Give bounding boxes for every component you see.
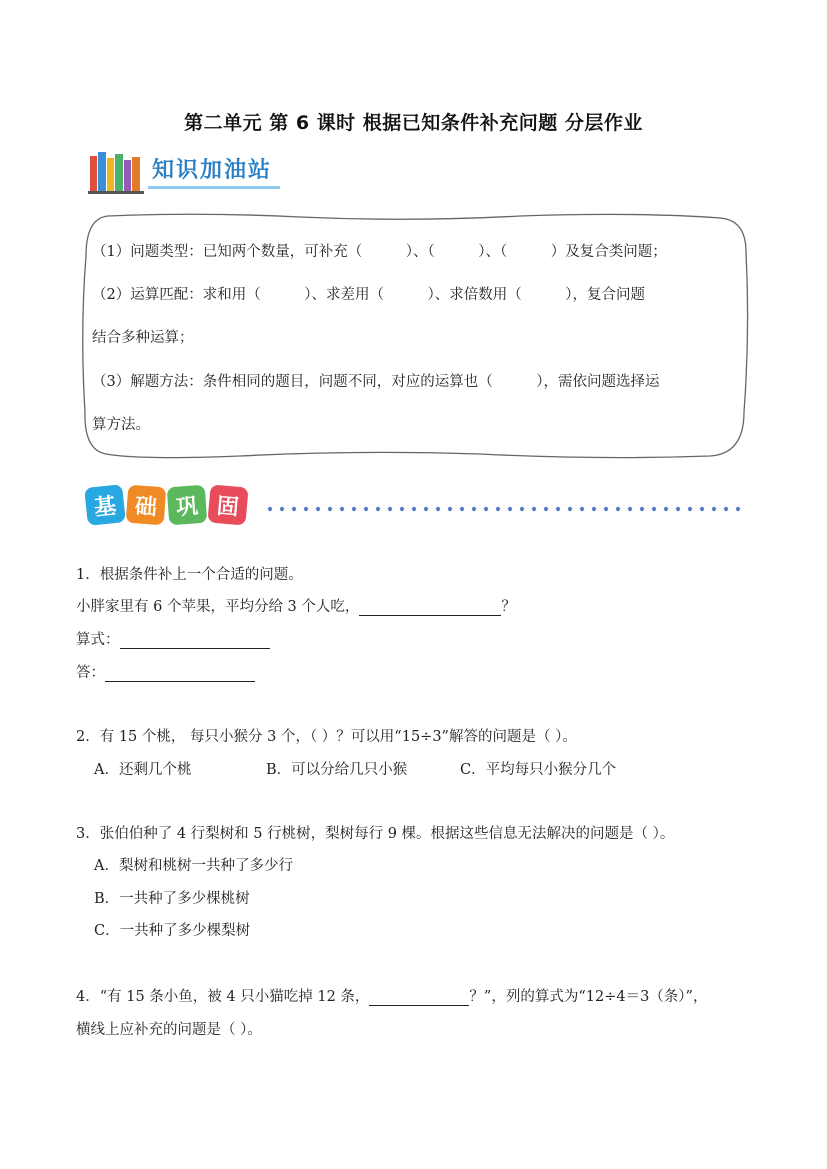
q1-line2: 小胖家里有 6 个苹果，平均分给 3 个人吃， ？ xyxy=(76,599,516,615)
divider-dot xyxy=(304,507,308,511)
divider-dot xyxy=(508,507,512,511)
divider-dot xyxy=(388,507,392,511)
divider-dot xyxy=(736,507,740,511)
knowledge-line-3: 结合多种运算； xyxy=(92,330,194,346)
q1-formula: 算式： xyxy=(76,628,270,649)
divider-dot xyxy=(400,507,404,511)
divider-dot xyxy=(436,507,440,511)
divider-dot xyxy=(580,507,584,511)
q2-option-c[interactable]: C．平均每只小猴分几个 xyxy=(460,762,617,778)
divider-dot xyxy=(268,507,272,511)
divider-dot xyxy=(424,507,428,511)
knowledge-line-2: （2）运算匹配：求和用（ ）、求差用（ ）、求倍数用（ ），复合问题 xyxy=(92,287,645,303)
divider-dot xyxy=(664,507,668,511)
divider-dot xyxy=(616,507,620,511)
divider-dot xyxy=(448,507,452,511)
divider-dot xyxy=(640,507,644,511)
books-icon xyxy=(88,148,144,194)
basic-tile-2: 础 xyxy=(126,485,167,526)
q2-stem: 2．有 15 个桃， 每只小猴分 3 个，（ ）？可以用“15÷3”解答的问题是（ ）。 xyxy=(76,729,577,745)
dotted-divider xyxy=(266,504,746,514)
divider-dot xyxy=(652,507,656,511)
knowledge-line-5: 算方法。 xyxy=(92,417,150,433)
divider-dot xyxy=(592,507,596,511)
divider-dot xyxy=(328,507,332,511)
divider-dot xyxy=(376,507,380,511)
divider-dot xyxy=(340,507,344,511)
divider-dot xyxy=(316,507,320,511)
q1-answer-blank[interactable] xyxy=(105,665,255,682)
divider-dot xyxy=(496,507,500,511)
q2-option-a[interactable]: A．还剩几个桃 xyxy=(94,762,192,778)
divider-dot xyxy=(724,507,728,511)
basic-tile-3: 巩 xyxy=(167,485,208,526)
divider-dot xyxy=(364,507,368,511)
divider-dot xyxy=(532,507,536,511)
page-title: 第二单元 第 6 课时 根据已知条件补充问题 分层作业 xyxy=(184,112,643,134)
knowledge-heading: 知识加油站 xyxy=(148,153,280,189)
q2-option-b[interactable]: B．可以分给几只小猴 xyxy=(266,762,408,778)
divider-dot xyxy=(412,507,416,511)
divider-dot xyxy=(676,507,680,511)
divider-dot xyxy=(688,507,692,511)
divider-dot xyxy=(292,507,296,511)
divider-dot xyxy=(700,507,704,511)
divider-dot xyxy=(604,507,608,511)
q4-line2: 横线上应补充的问题是（ ）。 xyxy=(76,1022,262,1038)
divider-dot xyxy=(280,507,284,511)
divider-dot xyxy=(520,507,524,511)
divider-dot xyxy=(628,507,632,511)
divider-dot xyxy=(712,507,716,511)
divider-dot xyxy=(568,507,572,511)
q3-stem: 3．张伯伯种了 4 行梨树和 5 行桃树，梨树每行 9 棵。根据这些信息无法解决的问题是（ ）。 xyxy=(76,826,675,842)
q4-question-blank[interactable] xyxy=(369,989,469,1006)
basic-tile-4: 固 xyxy=(207,484,248,525)
divider-dot xyxy=(352,507,356,511)
knowledge-line-1: （1）问题类型：已知两个数量，可补充（ ）、（ ）、（ ）及复合类问题； xyxy=(92,244,667,260)
knowledge-line-4: （3）解题方法：条件相同的题目，问题不同，对应的运算也（ ），需依问题选择运 xyxy=(92,374,660,390)
divider-dot xyxy=(556,507,560,511)
q1-stem: 1．根据条件补上一个合适的问题。 xyxy=(76,567,303,583)
divider-dot xyxy=(472,507,476,511)
q1-answer: 答： xyxy=(76,661,255,682)
q1-question-blank[interactable] xyxy=(359,599,501,616)
q3-option-c[interactable]: C．一共种了多少棵梨树 xyxy=(94,923,251,939)
basic-banner xyxy=(86,486,247,524)
q3-option-a[interactable]: A．梨树和桃树一共种了多少行 xyxy=(94,858,293,874)
basic-tile-1: 基 xyxy=(84,484,126,526)
divider-dot xyxy=(484,507,488,511)
q3-option-b[interactable]: B．一共种了多少棵桃树 xyxy=(94,891,250,907)
divider-dot xyxy=(460,507,464,511)
divider-dot xyxy=(544,507,548,511)
q4-line1: 4．“有 15 条小鱼，被 4 只小猫吃掉 12 条， ？”，列的算式为“12÷4＝3（条）”， xyxy=(76,989,708,1005)
q1-formula-blank[interactable] xyxy=(120,632,270,649)
knowledge-banner xyxy=(88,148,280,194)
